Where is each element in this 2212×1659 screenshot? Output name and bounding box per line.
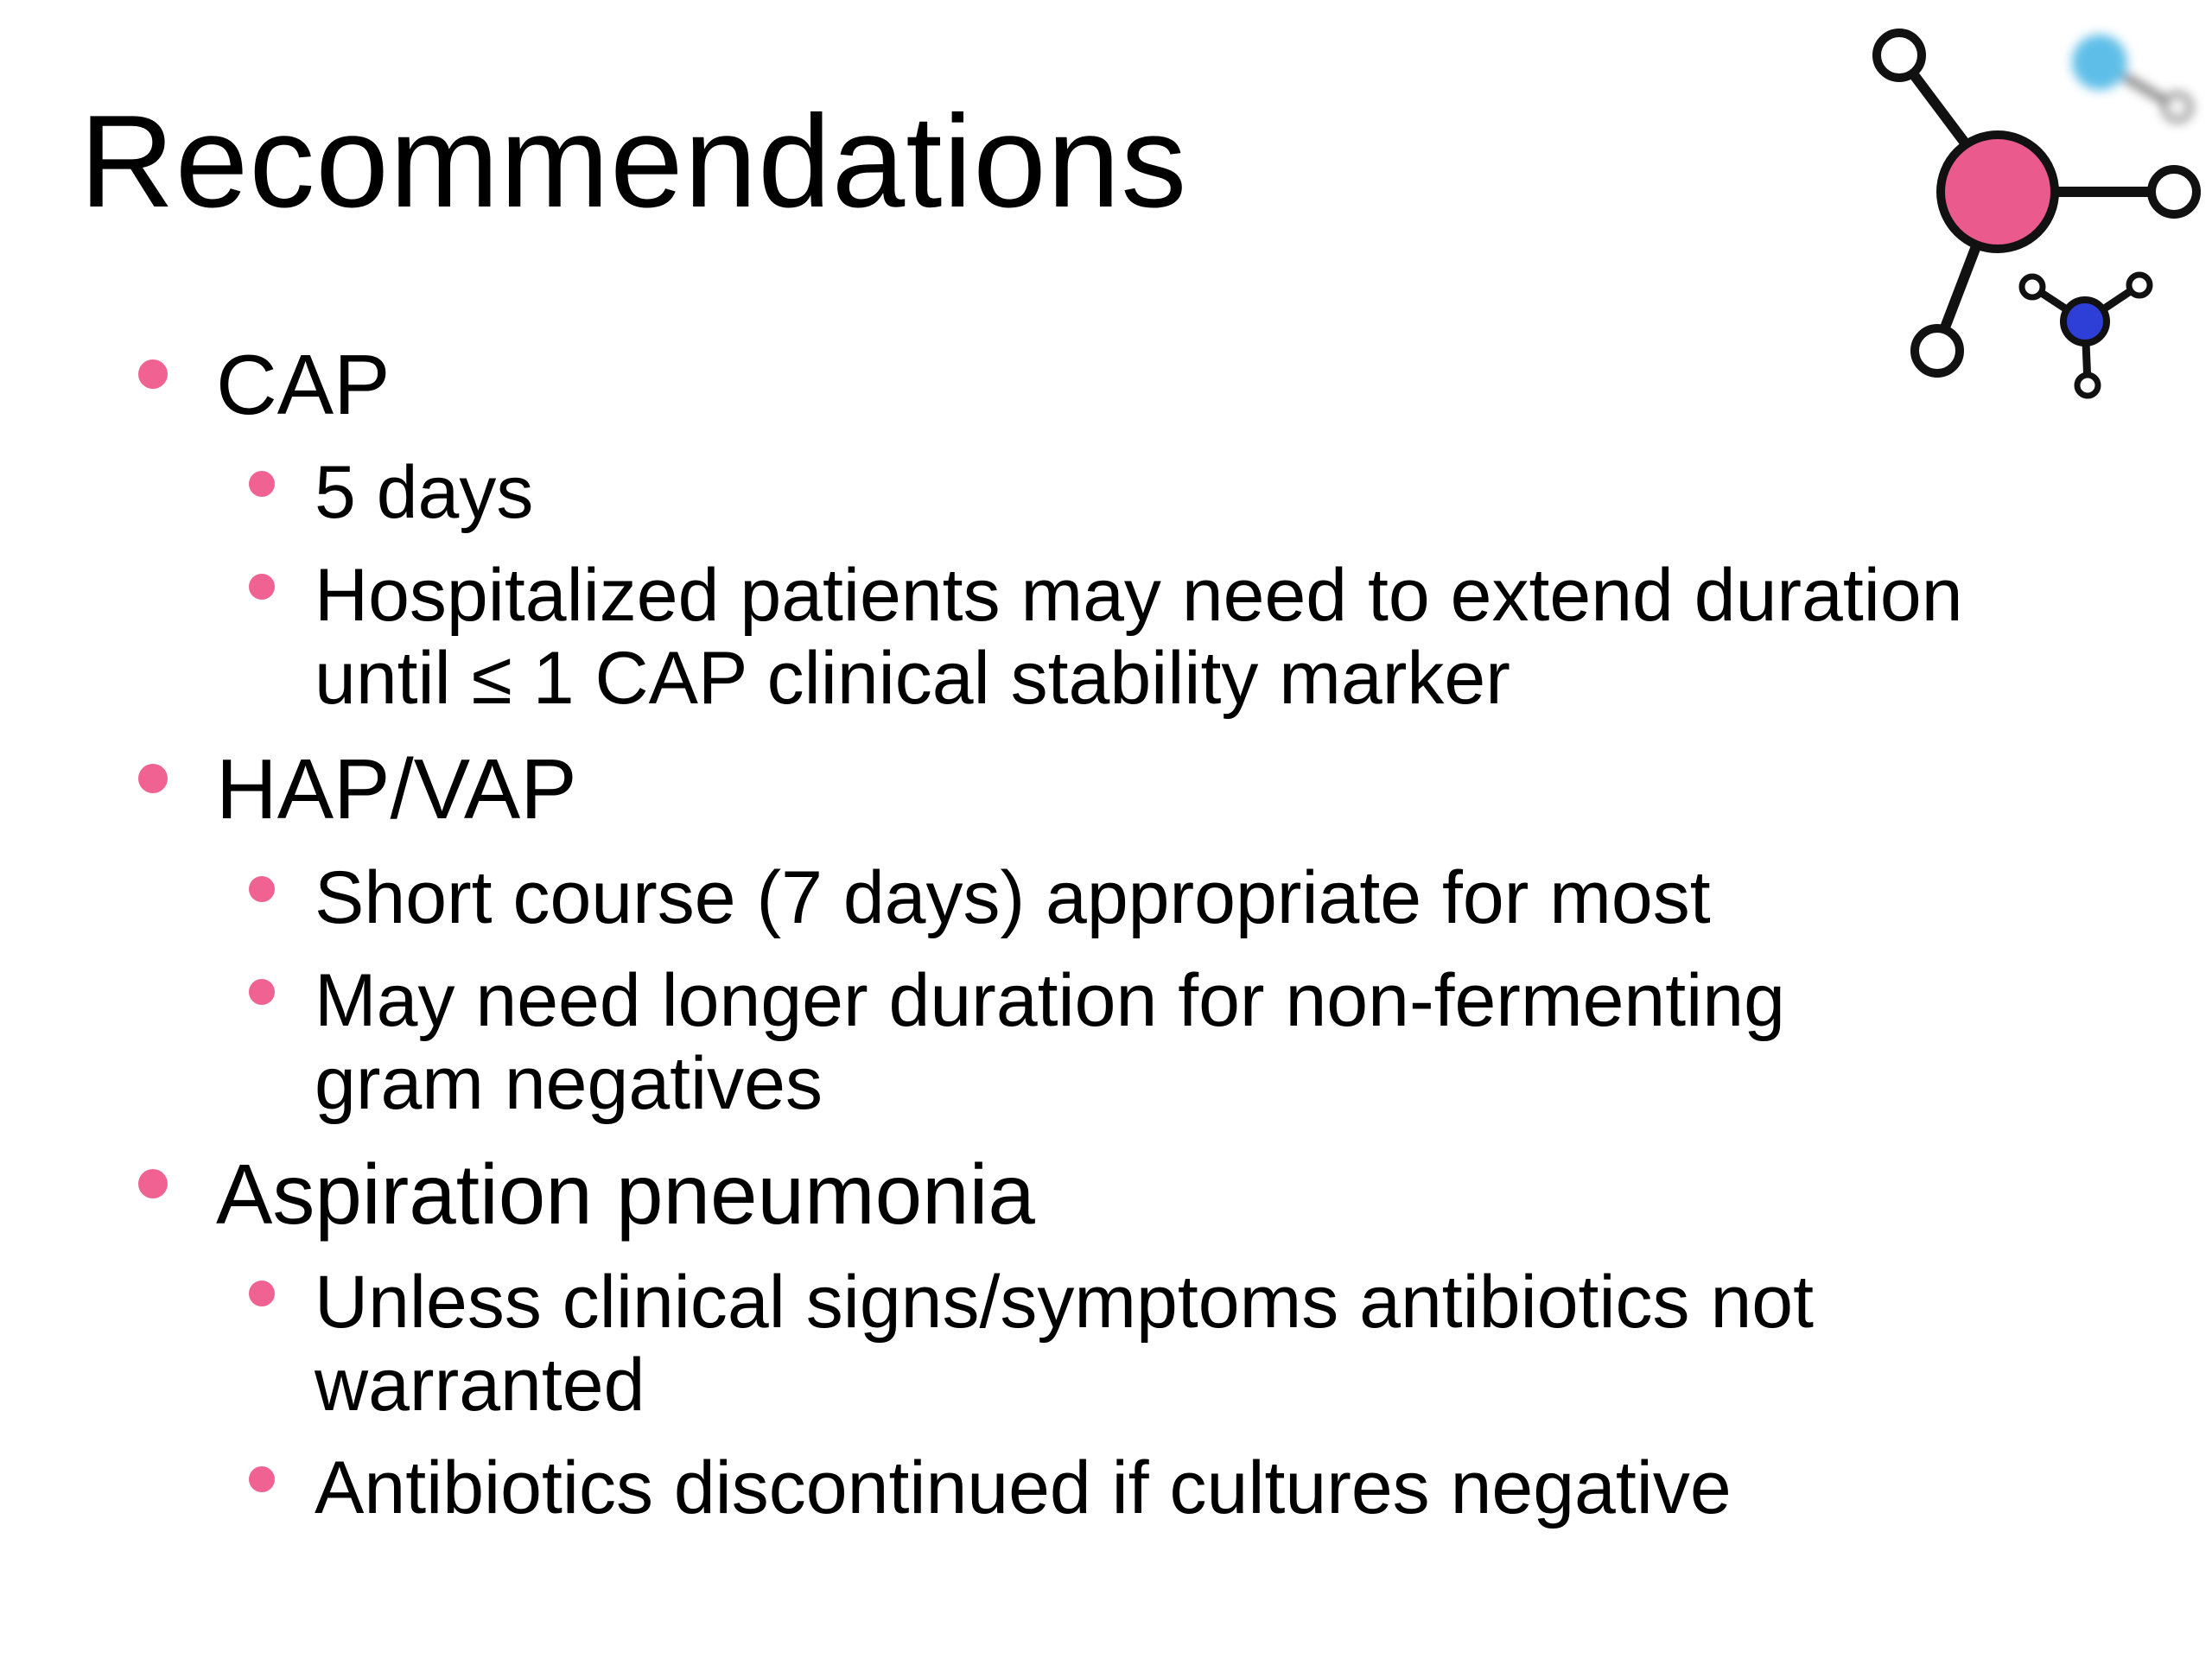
list-item-continued: gram negatives (315, 1042, 823, 1125)
list-item: Unless clinical signs/symptoms antibiotics not (315, 1261, 1814, 1344)
bullet-dot (249, 471, 275, 497)
bullet-dot (138, 359, 168, 389)
slide-title: Recommendations (79, 88, 1188, 235)
list-item-continued: until ≤ 1 CAP clinical stability marker (315, 637, 1510, 720)
list-item: Hospitalized patients may need to extend duration (315, 554, 1963, 637)
bullet-dot (249, 979, 275, 1005)
section-heading-cap: CAP (216, 337, 391, 432)
bullet-dot (249, 1281, 275, 1306)
list-item: Short course (7 days) appropriate for most (315, 856, 1711, 939)
list-item: May need longer duration for non-fermenting (315, 959, 1785, 1042)
list-item-continued: warranted (315, 1344, 645, 1427)
molecule-icon (1840, 9, 2212, 415)
list-item: Antibiotics discontinued if cultures negative (315, 1446, 1732, 1529)
section-heading-aspiration-pneumonia: Aspiration pneumonia (216, 1147, 1035, 1242)
list-item: 5 days (315, 451, 534, 534)
bullet-dot (138, 764, 168, 793)
bullet-dot (249, 1466, 275, 1492)
bullet-dot (249, 876, 275, 902)
bullet-dot (138, 1169, 168, 1198)
bullet-dot (249, 574, 275, 600)
section-heading-hap-vap: HAP/VAP (216, 741, 577, 836)
